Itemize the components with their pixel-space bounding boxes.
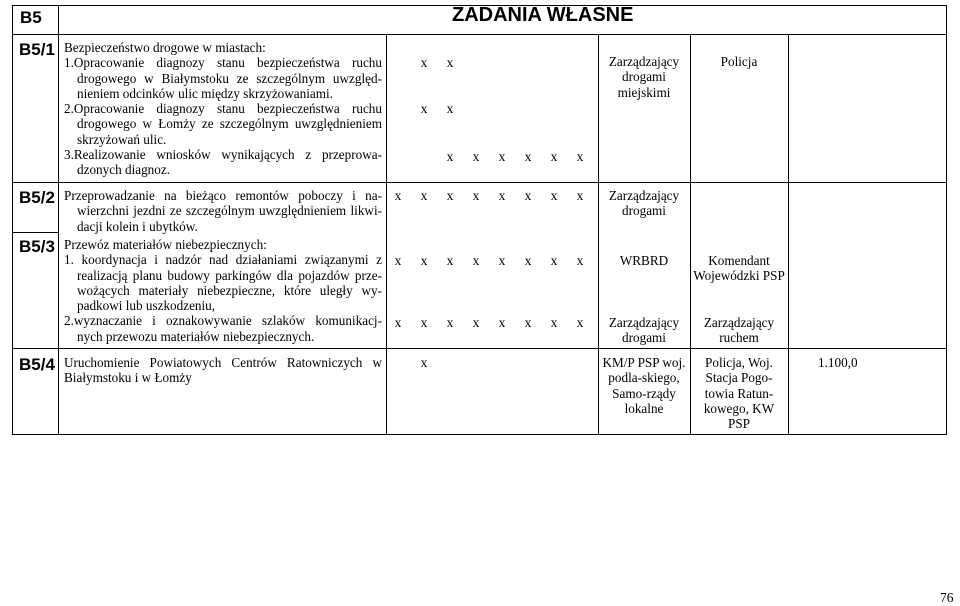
row-rule-1	[12, 182, 947, 183]
year-mark: x	[550, 253, 558, 268]
year-mark: x	[446, 253, 454, 268]
task-column-rule	[386, 34, 387, 435]
year-mark: x	[498, 253, 506, 268]
year-mark: x	[446, 55, 454, 70]
section-code: B5	[20, 8, 42, 27]
partner-column-rule	[788, 34, 789, 435]
page-number: 76	[940, 590, 954, 605]
year-mark: x	[420, 315, 428, 330]
year-mark: x	[550, 315, 558, 330]
year-mark: x	[472, 149, 480, 164]
year-mark: x	[446, 101, 454, 116]
year-mark: x	[394, 315, 402, 330]
header-rule	[12, 34, 947, 35]
year-mark: x	[576, 188, 584, 203]
task-description: Bezpieczeństwo drogowe w miastach: 1.Opracowanie diagnozy stanu bezpieczeństwa ruchu drogowego w Białymstoku ze szczególnym uwzględ- nieniem odcinków ulic między skrzyżowaniami. 2.Opracowanie diagnozy stanu bezpieczeństwa ruchu drogowego w Łomży ze szczególnym uwzględnieniem skrzyżowań ulic. 3.Realizowanie wniosków wynikających z przeprowa- dzonych diagnoz.	[64, 40, 382, 178]
year-mark: x	[446, 149, 454, 164]
year-mark: x	[524, 188, 532, 203]
row-code: B5/1	[19, 40, 55, 59]
year-mark: x	[420, 55, 428, 70]
year-mark: x	[576, 253, 584, 268]
year-mark: x	[576, 149, 584, 164]
partner-party: Komendant Wojewódzki PSP	[693, 253, 785, 284]
year-mark: x	[550, 188, 558, 203]
partner-party: Zarządzający ruchem	[703, 315, 775, 346]
responsible-party: Zarządzający drogami	[608, 315, 680, 346]
year-mark: x	[472, 253, 480, 268]
row-code: B5/3	[19, 237, 55, 256]
year-mark: x	[420, 253, 428, 268]
year-mark: x	[472, 315, 480, 330]
year-mark: x	[446, 315, 454, 330]
responsible-column-rule	[690, 34, 691, 435]
year-mark: x	[498, 149, 506, 164]
marks-column-rule	[598, 34, 599, 435]
section-title: ZADANIA WŁASNE	[452, 4, 634, 26]
responsible-party: KM/P PSP woj. podla-skiego, Samo-rządy lokalne	[602, 355, 686, 416]
year-mark: x	[498, 315, 506, 330]
responsible-party: Zarządzający drogami	[608, 188, 680, 219]
task-description: Uruchomienie Powiatowych Centrów Ratowniczych w Białymstoku i w Łomży	[64, 355, 382, 386]
cost-amount: 1.100,0	[818, 355, 858, 370]
year-mark: x	[472, 188, 480, 203]
year-mark: x	[524, 315, 532, 330]
code-column-rule	[58, 5, 59, 435]
code-rule-2	[12, 232, 58, 233]
year-mark: x	[550, 149, 558, 164]
row-rule-3	[12, 348, 947, 349]
task-description: Przewóz materiałów niebezpiecznych: 1. koordynacja i nadzór nad działaniami związanymi z realizacją planu budowy parkingów dla pojazdów prze- wożących materiały niebezpieczne, które uległy wy- padkowi lub uszkodzeniu, 2.wyznaczanie i oznakowywanie szlaków komunikacj- nych przewozu materiałów niebezpiecznych.	[64, 237, 382, 344]
year-mark: x	[394, 253, 402, 268]
year-mark: x	[420, 188, 428, 203]
responsible-party: WRBRD	[619, 253, 669, 268]
year-mark: x	[524, 149, 532, 164]
year-mark: x	[394, 188, 402, 203]
year-mark: x	[446, 188, 454, 203]
year-mark: x	[576, 315, 584, 330]
year-mark: x	[498, 188, 506, 203]
row-code: B5/4	[19, 355, 55, 374]
task-description: Przeprowadzanie na bieżąco remontów poboczy i na- wierzchni jezdni ze szczególnym uwzględnieniem likwi- dacji kolein i ubytków.	[64, 188, 382, 234]
row-code: B5/2	[19, 188, 55, 207]
year-mark: x	[524, 253, 532, 268]
partner-party: Policja, Woj. Stacja Pogo-towia Ratun-kowego, KW PSP	[703, 355, 775, 432]
year-mark: x	[420, 101, 428, 116]
responsible-party: Zarządzający drogami miejskimi	[608, 54, 680, 100]
partner-party: Policja	[720, 54, 758, 69]
year-mark: x	[420, 355, 428, 370]
